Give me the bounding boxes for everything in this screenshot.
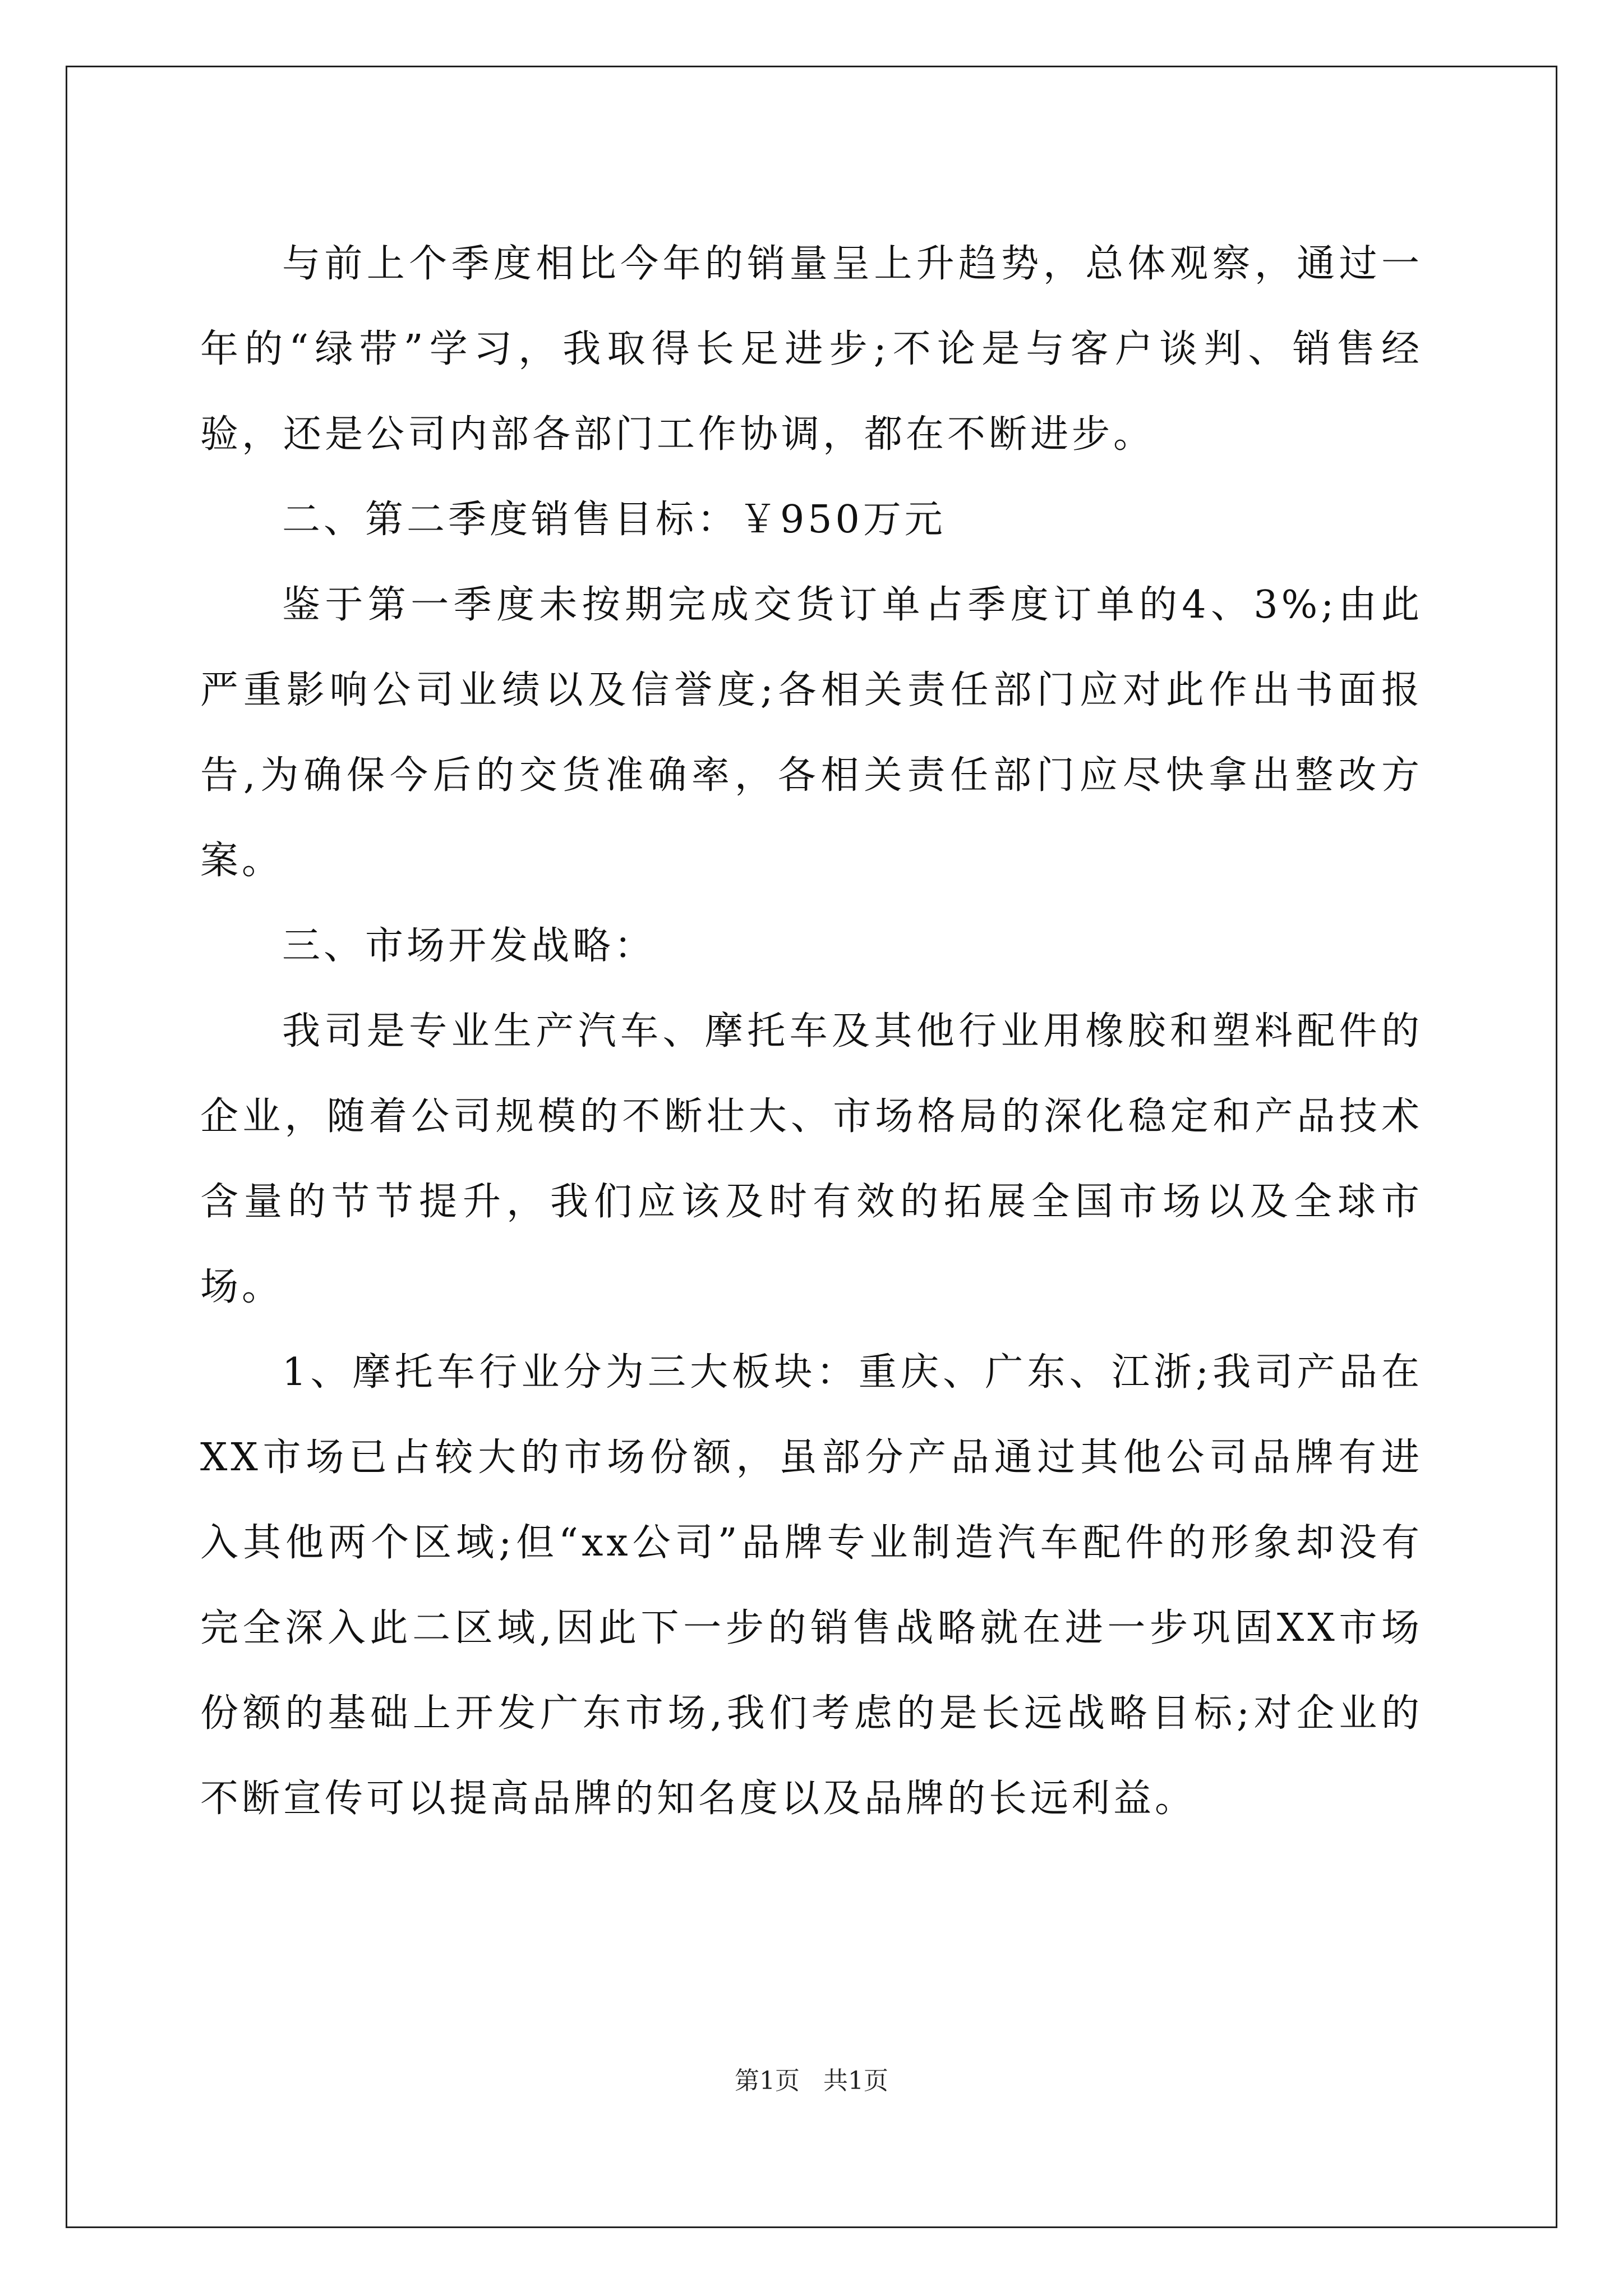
paragraph-motorcycle-market: 1、摩托车行业分为三大板块：重庆、广东、江浙;我司产品在XX市场已占较大的市场份额，虽部分产品通过其他公司品牌有进入其他两个区域;但“xx公司”品牌专业制造汽车配件的形象却没有完全深入此二区域,因此下一步的销售战略就在进一步巩固XX市场份额的基础上开发广东市场,我们考虑的是长远战略目标;对企业的不断宣传可以提高品牌的知名度以及品牌的长远利益。 — [200, 1350, 1423, 1821]
heading-market-strategy: 三、市场开发战略： — [282, 924, 656, 968]
paragraph-delivery-issue: 鉴于第一季度未按期完成交货订单占季度订单的4、3%;由此严重影响公司业绩以及信誉度;各相关责任部门应对此作出书面报告,为确保今后的交货准确率，各相关责任部门应尽快拿出整改方案。 — [200, 583, 1423, 883]
document-body — [200, 222, 1423, 1842]
paragraph-sales-trend: 与前上个季度相比今年的销量呈上升趋势，总体观察，通过一年的“绿带”学习，我取得长足进步;不论是与客户谈判、销售经验，还是公司内部各部门工作协调，都在不断进步。 — [200, 242, 1423, 457]
heading-q2-sales-target: 二、第二季度销售目标：￥950万元 — [282, 498, 946, 542]
page-number-current: 第1页 — [735, 2067, 800, 2095]
page-number-total: 共1页 — [823, 2067, 888, 2095]
page-footer — [0, 2064, 1623, 2098]
paragraph-company-profile: 我司是专业生产汽车、摩托车及其他行业用橡胶和塑料配件的企业，随着公司规模的不断壮大、市场格局的深化稳定和产品技术含量的节节提升，我们应该及时有效的拓展全国市场以及全球市场。 — [200, 1009, 1423, 1309]
